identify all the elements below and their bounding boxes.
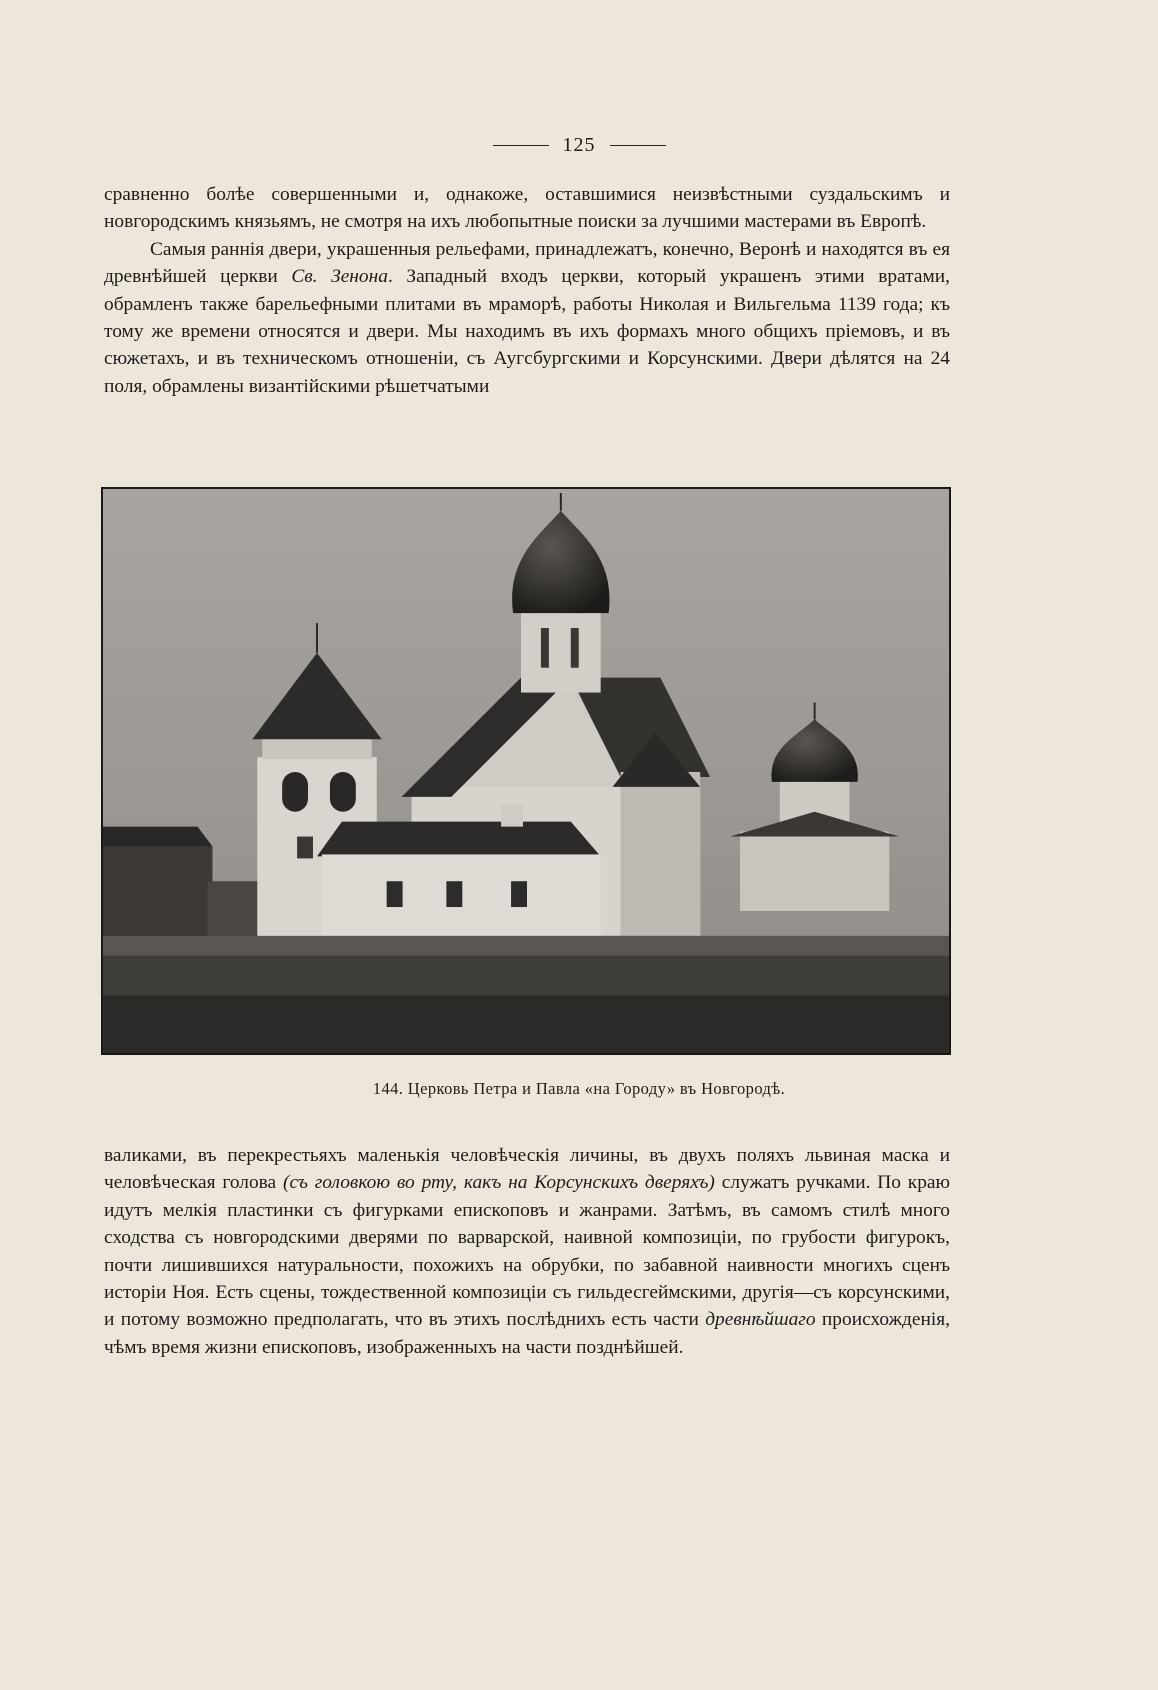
paragraph-3-italic-2: древнѣйшаго bbox=[705, 1309, 816, 1331]
church-photo-illustration bbox=[103, 489, 949, 1053]
paragraph-2-italic: Св. Зенона bbox=[291, 266, 388, 288]
paragraph-3-italic-1: (съ головкою во рту, какъ на Корсунскихъ дверяхъ) bbox=[283, 1172, 715, 1194]
paragraph-3 bbox=[104, 1142, 950, 1361]
paragraph-2 bbox=[104, 236, 950, 400]
page-number-header bbox=[0, 134, 1158, 157]
text-block-bottom bbox=[104, 1142, 950, 1361]
page-number: 125 bbox=[562, 134, 596, 156]
church-photograph bbox=[101, 487, 951, 1055]
paragraph-2-part-c: . Западный входъ церкви, который украшенъ этими вратами, обрамленъ также барельефными плитами въ мраморѣ, работы Николая и Вильгельма 1139 года; къ тому же времени относятся и двери. Мы находимъ въ ихъ формахъ много общихъ пріемовъ, и въ сюжетахъ, и въ техническомъ отношеніи, съ Аугсбургскими и Корсунскими. Двери дѣлятся на 24 поля, обрамлены византійскими рѣшетчатыми bbox=[104, 266, 950, 397]
paragraph-3-part-a: валиками, въ перекрестьяхъ маленькія человѣческія личины, въ двухъ поляхъ львиная маска и человѣческая голова bbox=[104, 1145, 950, 1194]
folio-rule-left bbox=[493, 145, 549, 146]
folio-rule-right bbox=[610, 145, 666, 146]
text-block-top bbox=[104, 181, 950, 400]
paragraph-3-part-e: происхожденія, чѣмъ время жизни епископовъ, изображенныхъ на части позднѣйшей. bbox=[104, 1309, 950, 1358]
paragraph-3-part-c: служатъ ручками. По краю идутъ мелкія пластинки съ фигурками епископовъ и жанрами. Затѣмъ, въ самомъ стилѣ много сходства съ новгородскими дверями по варварской, наивной композиціи, по грубости фигурокъ, почти лишившихся натуральности, похожихъ на обрубки, по забавной наивности многихъ сценъ исторіи Ноя. Есть сцены, тождественной композиціи съ гильдесгеймскими, другія—съ корсунскими, и потому возможно предполагать, что въ этихъ послѣднихъ есть части bbox=[104, 1172, 951, 1331]
figure-caption: 144. Церковь Петра и Павла «на Городу» въ Новгородѣ. bbox=[372, 1079, 786, 1098]
paragraph-2-part-a: Самыя раннія двери, украшенныя рельефами, принадлежатъ, конечно, Веронѣ и находятся въ ея древнѣйшей церкви bbox=[104, 238, 950, 288]
paragraph-1: сравненно болѣе совершенными и, однакоже, оставшимися неизвѣстными суздальскимъ и новгородскимъ князьямъ, не смотря на ихъ любопытные поиски за лучшими мастерами въ Европѣ. bbox=[104, 184, 950, 233]
